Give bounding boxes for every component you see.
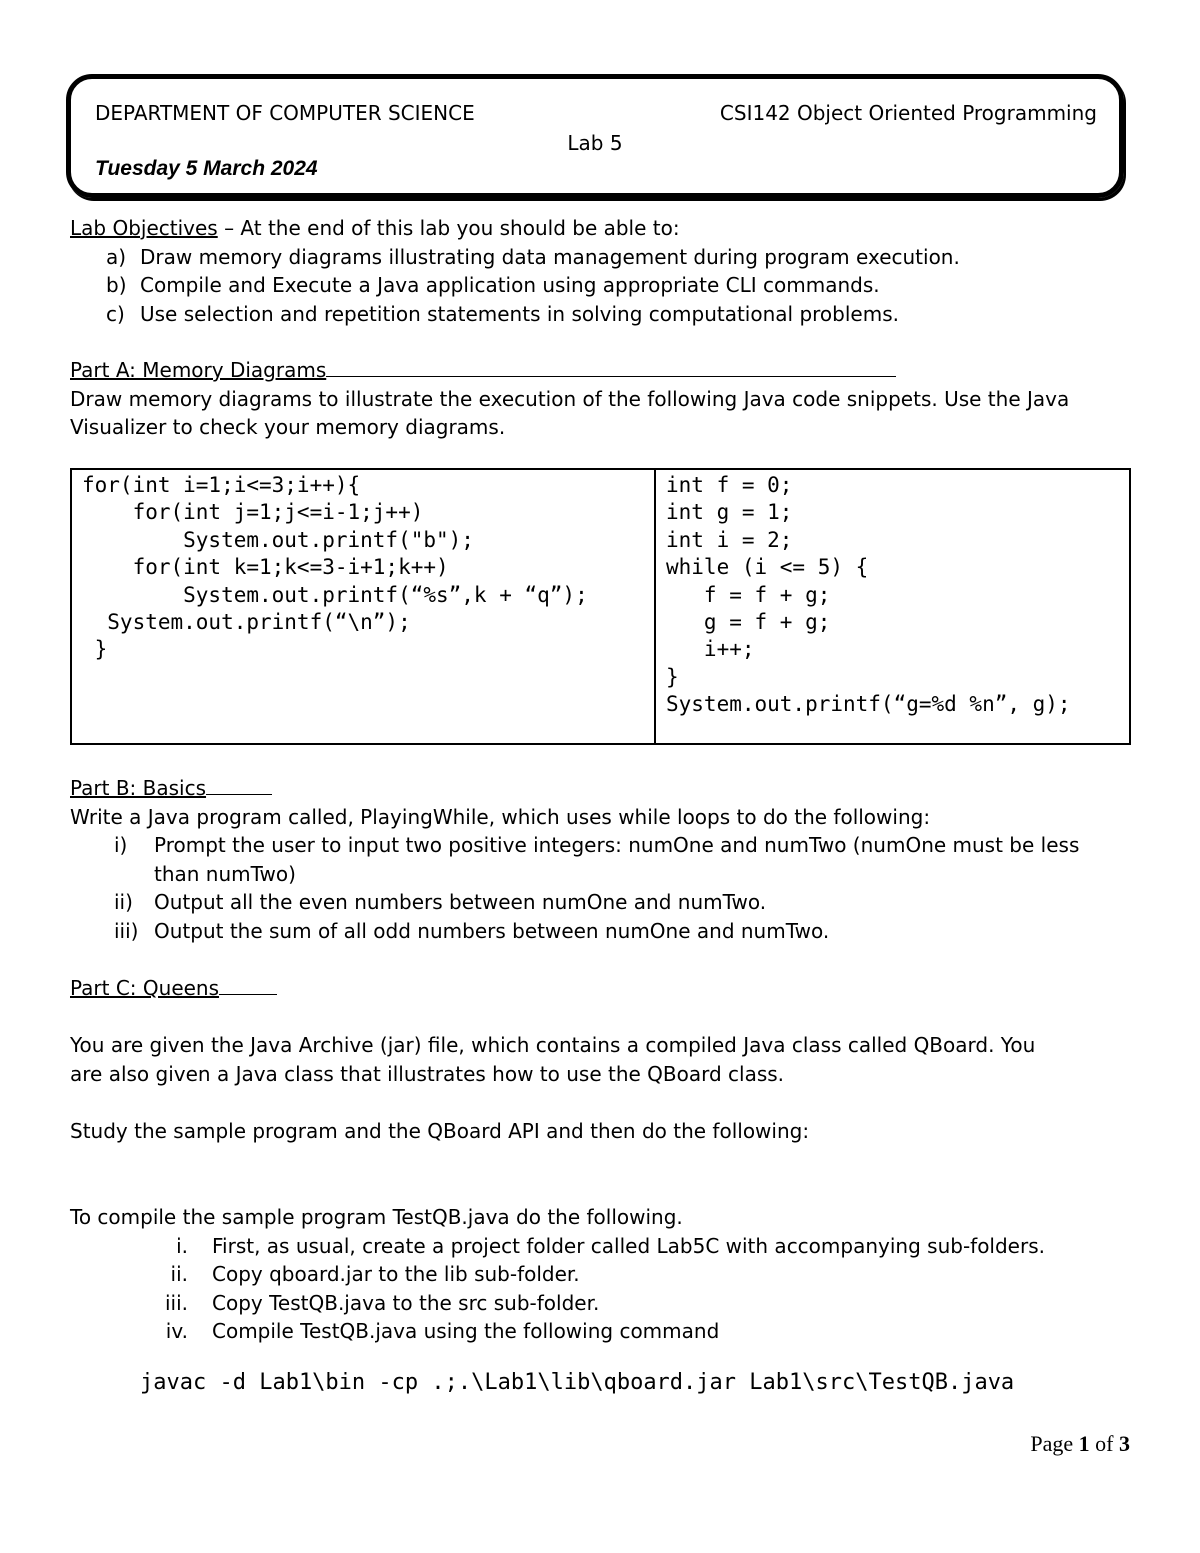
part-a-heading [70,356,1069,385]
code-snippet-left: for(int i=1;i<=3;i++){ for(int j=1;j<=i-1;j++) System.out.printf("b"); for(int k=1;k<=3-i+1;k++) System.out.printf(“%s”,k + “q”); System.out.printf(“\n”); } [82,473,588,662]
list-item: i) Prompt the user to input two positive integers: numOne and numTwo (numOne must be less than numTwo) [114,833,1080,886]
part-a-section [70,356,1069,442]
objectives-heading [70,214,960,243]
list-item: iii) Output the sum of all odd numbers between numOne and numTwo. [114,918,830,943]
objectives-list [70,243,960,329]
code-snippet-right: int f = 0; int g = 1; int i = 2; while (i <= 5) { f = f + g; g = f + g; i++; } System.out.printf(“g=%d %n”, g); [666,473,1071,717]
code-cell-right [656,470,1129,743]
objectives-intro: – At the end of this lab you should be able to: [217,216,680,240]
part-c-paragraph-2: Study the sample program and the QBoard API and then do the following: [70,1119,810,1143]
page-footer: Page 1 of 3 [1030,1431,1130,1456]
part-c-paragraph-3: To compile the sample program TestQB.java do the following. [70,1205,683,1229]
part-c-steps [70,1232,1045,1346]
lab-number: Lab 5 [567,131,623,155]
objectives-section [70,214,960,328]
compile-command: javac -d Lab1\bin -cp .;.\Lab1\lib\qboard.jar Lab1\src\TestQB.java [140,1370,1015,1395]
list-item: c) Use selection and repetition statements in solving computational problems. [106,301,899,326]
part-c-steps-section [70,1203,1045,1346]
code-table [70,468,1131,745]
part-b-list [70,831,1079,945]
part-c-paragraph-1: You are given the Java Archive (jar) file, which contains a compiled Java class called QBoard. You are also given a Java class that illustrates how to use the QBoard class. [70,1033,1036,1086]
list-item: iii. Copy TestQB.java to the src sub-folder. [164,1290,600,1315]
part-a-title: Part A: Memory Diagrams [70,358,327,382]
part-a-line2: Visualizer to check your memory diagrams. [70,415,506,439]
objectives-title: Lab Objectives [70,216,218,240]
part-b-section [70,774,1079,945]
heading-rule [206,793,272,795]
course-title: CSI142 Object Oriented Programming [719,101,1097,125]
list-item: ii) Output all the even numbers between numOne and numTwo. [114,890,767,914]
list-item: ii. Copy qboard.jar to the lib sub-folder. [170,1262,580,1286]
page-number: 1 [1078,1431,1090,1456]
list-item: i. First, as usual, create a project folder called Lab5C with accompanying sub-folders. [176,1233,1045,1258]
part-b-title: Part B: Basics [70,776,207,800]
list-item: iv. Compile TestQB.java using the following command [165,1319,720,1343]
part-c-heading [70,974,277,1003]
header-box [66,74,1124,198]
page-total: 3 [1119,1431,1130,1456]
heading-rule [326,375,896,377]
code-cell-left [72,470,656,743]
part-c-title: Part C: Queens [70,976,220,1000]
list-item: b) Compile and Execute a Java application using appropriate CLI commands. [106,273,880,297]
heading-rule [219,993,277,995]
lab-date: Tuesday 5 March 2024 [95,157,318,180]
part-b-heading [70,774,1079,803]
part-a-line1: Draw memory diagrams to illustrate the execution of the following Java code snippets. Use the Java [70,386,1070,411]
part-b-intro: Write a Java program called, PlayingWhile, which uses while loops to do the following: [70,804,931,829]
list-item: a) Draw memory diagrams illustrating data management during program execution. [106,244,960,269]
department-name: DEPARTMENT OF COMPUTER SCIENCE [95,101,475,125]
